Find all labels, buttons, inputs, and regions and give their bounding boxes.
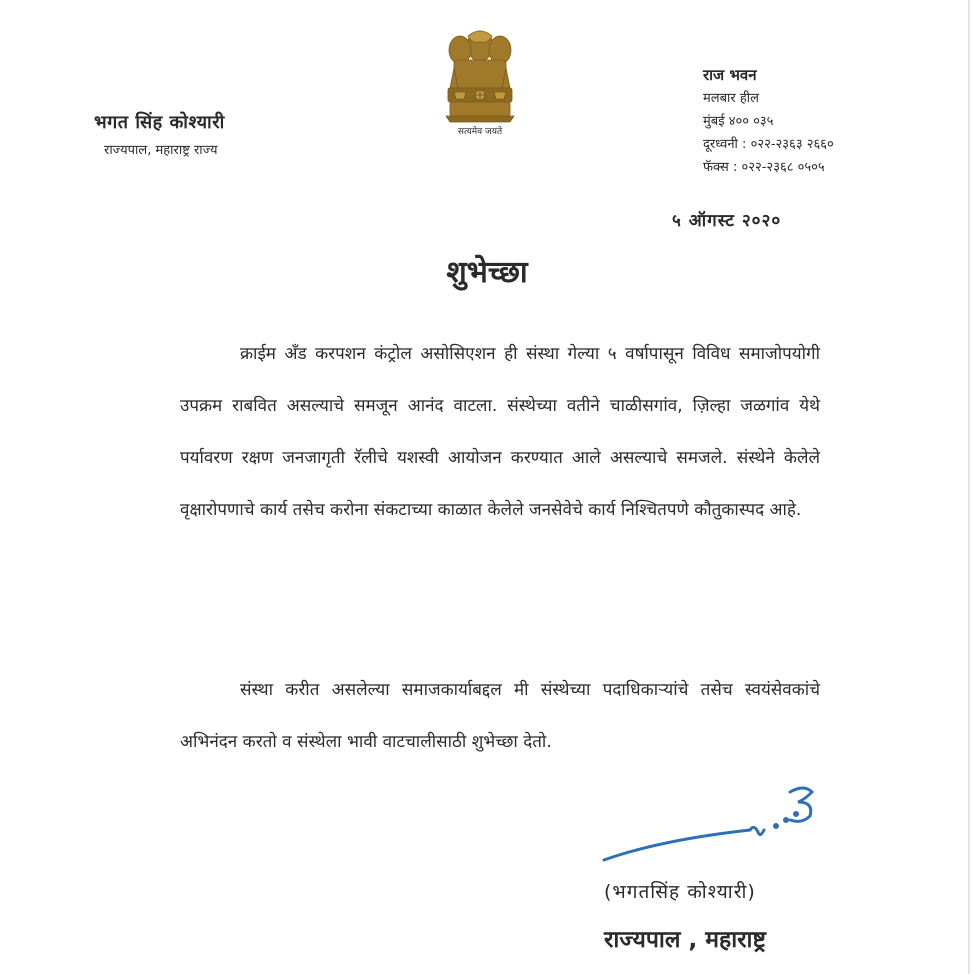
address-line-2: मुंबई ४०० ०३५ [703, 114, 774, 129]
emblem-motto: सत्यमेव जयते [457, 127, 503, 137]
state-emblem-icon [440, 22, 520, 140]
letter-date: ५ ऑगस्ट २०२० [672, 211, 782, 231]
address-line-1: मलबार हील [703, 91, 759, 106]
sender-title: राज्यपाल, महाराष्ट्र राज्य [104, 143, 218, 158]
address-fax: फॅक्स : ०२२-२३६८ ०५०५ [703, 160, 825, 175]
paragraph-1-text: क्राईम अँड करपशन कंट्रोल असोसिएशन ही संस्था गेल्या ५ वर्षापासून विविध समाजोपयोगी उपक्रम राबवित असल्याचे समजून आनंद वाटला. संस्थेच्या वतीने चाळीसगांव, ज़िल्हा जळगांव येथे पर्यावरण रक्षण जनजागृती रॅलीचे यशस्वी आयोजन करण्यात आले असल्याचे समजले. संस्थेने केलेले वृक्षारोपणाचे कार्य तसेच करोना संकटाच्या काळात केलेले जनसेवेचे कार्य निश्चितपणे कौतुकास्पद आहे. [180, 344, 820, 520]
address-phone: दूरध्वनी : ०२२-२३६३ २६६० [703, 137, 834, 152]
address-title: राज भवन [703, 66, 757, 84]
signatory-title: राज्यपाल , महाराष्ट्र [604, 927, 766, 953]
signatory-name: (भगतसिंह कोश्यारी) [604, 881, 756, 903]
sender-name: भगत सिंह कोश्यारी [94, 112, 225, 133]
letter-heading: शुभेच्छा [446, 255, 528, 290]
handwritten-signature [600, 780, 840, 870]
paragraph-2 [180, 664, 820, 768]
address-block [703, 64, 834, 179]
paragraph-2-text: संस्था करीत असलेल्या समाजकार्याबद्दल मी संस्थेच्या पदाधिकाऱ्यांचे तसेच स्वयंसेवकांचे अभिनंदन करतो व संस्थेला भावी वाटचालीसाठी शुभेच्छा देतो. [180, 680, 820, 752]
paragraph-1 [180, 328, 820, 536]
page-edge-divider [968, 0, 970, 974]
